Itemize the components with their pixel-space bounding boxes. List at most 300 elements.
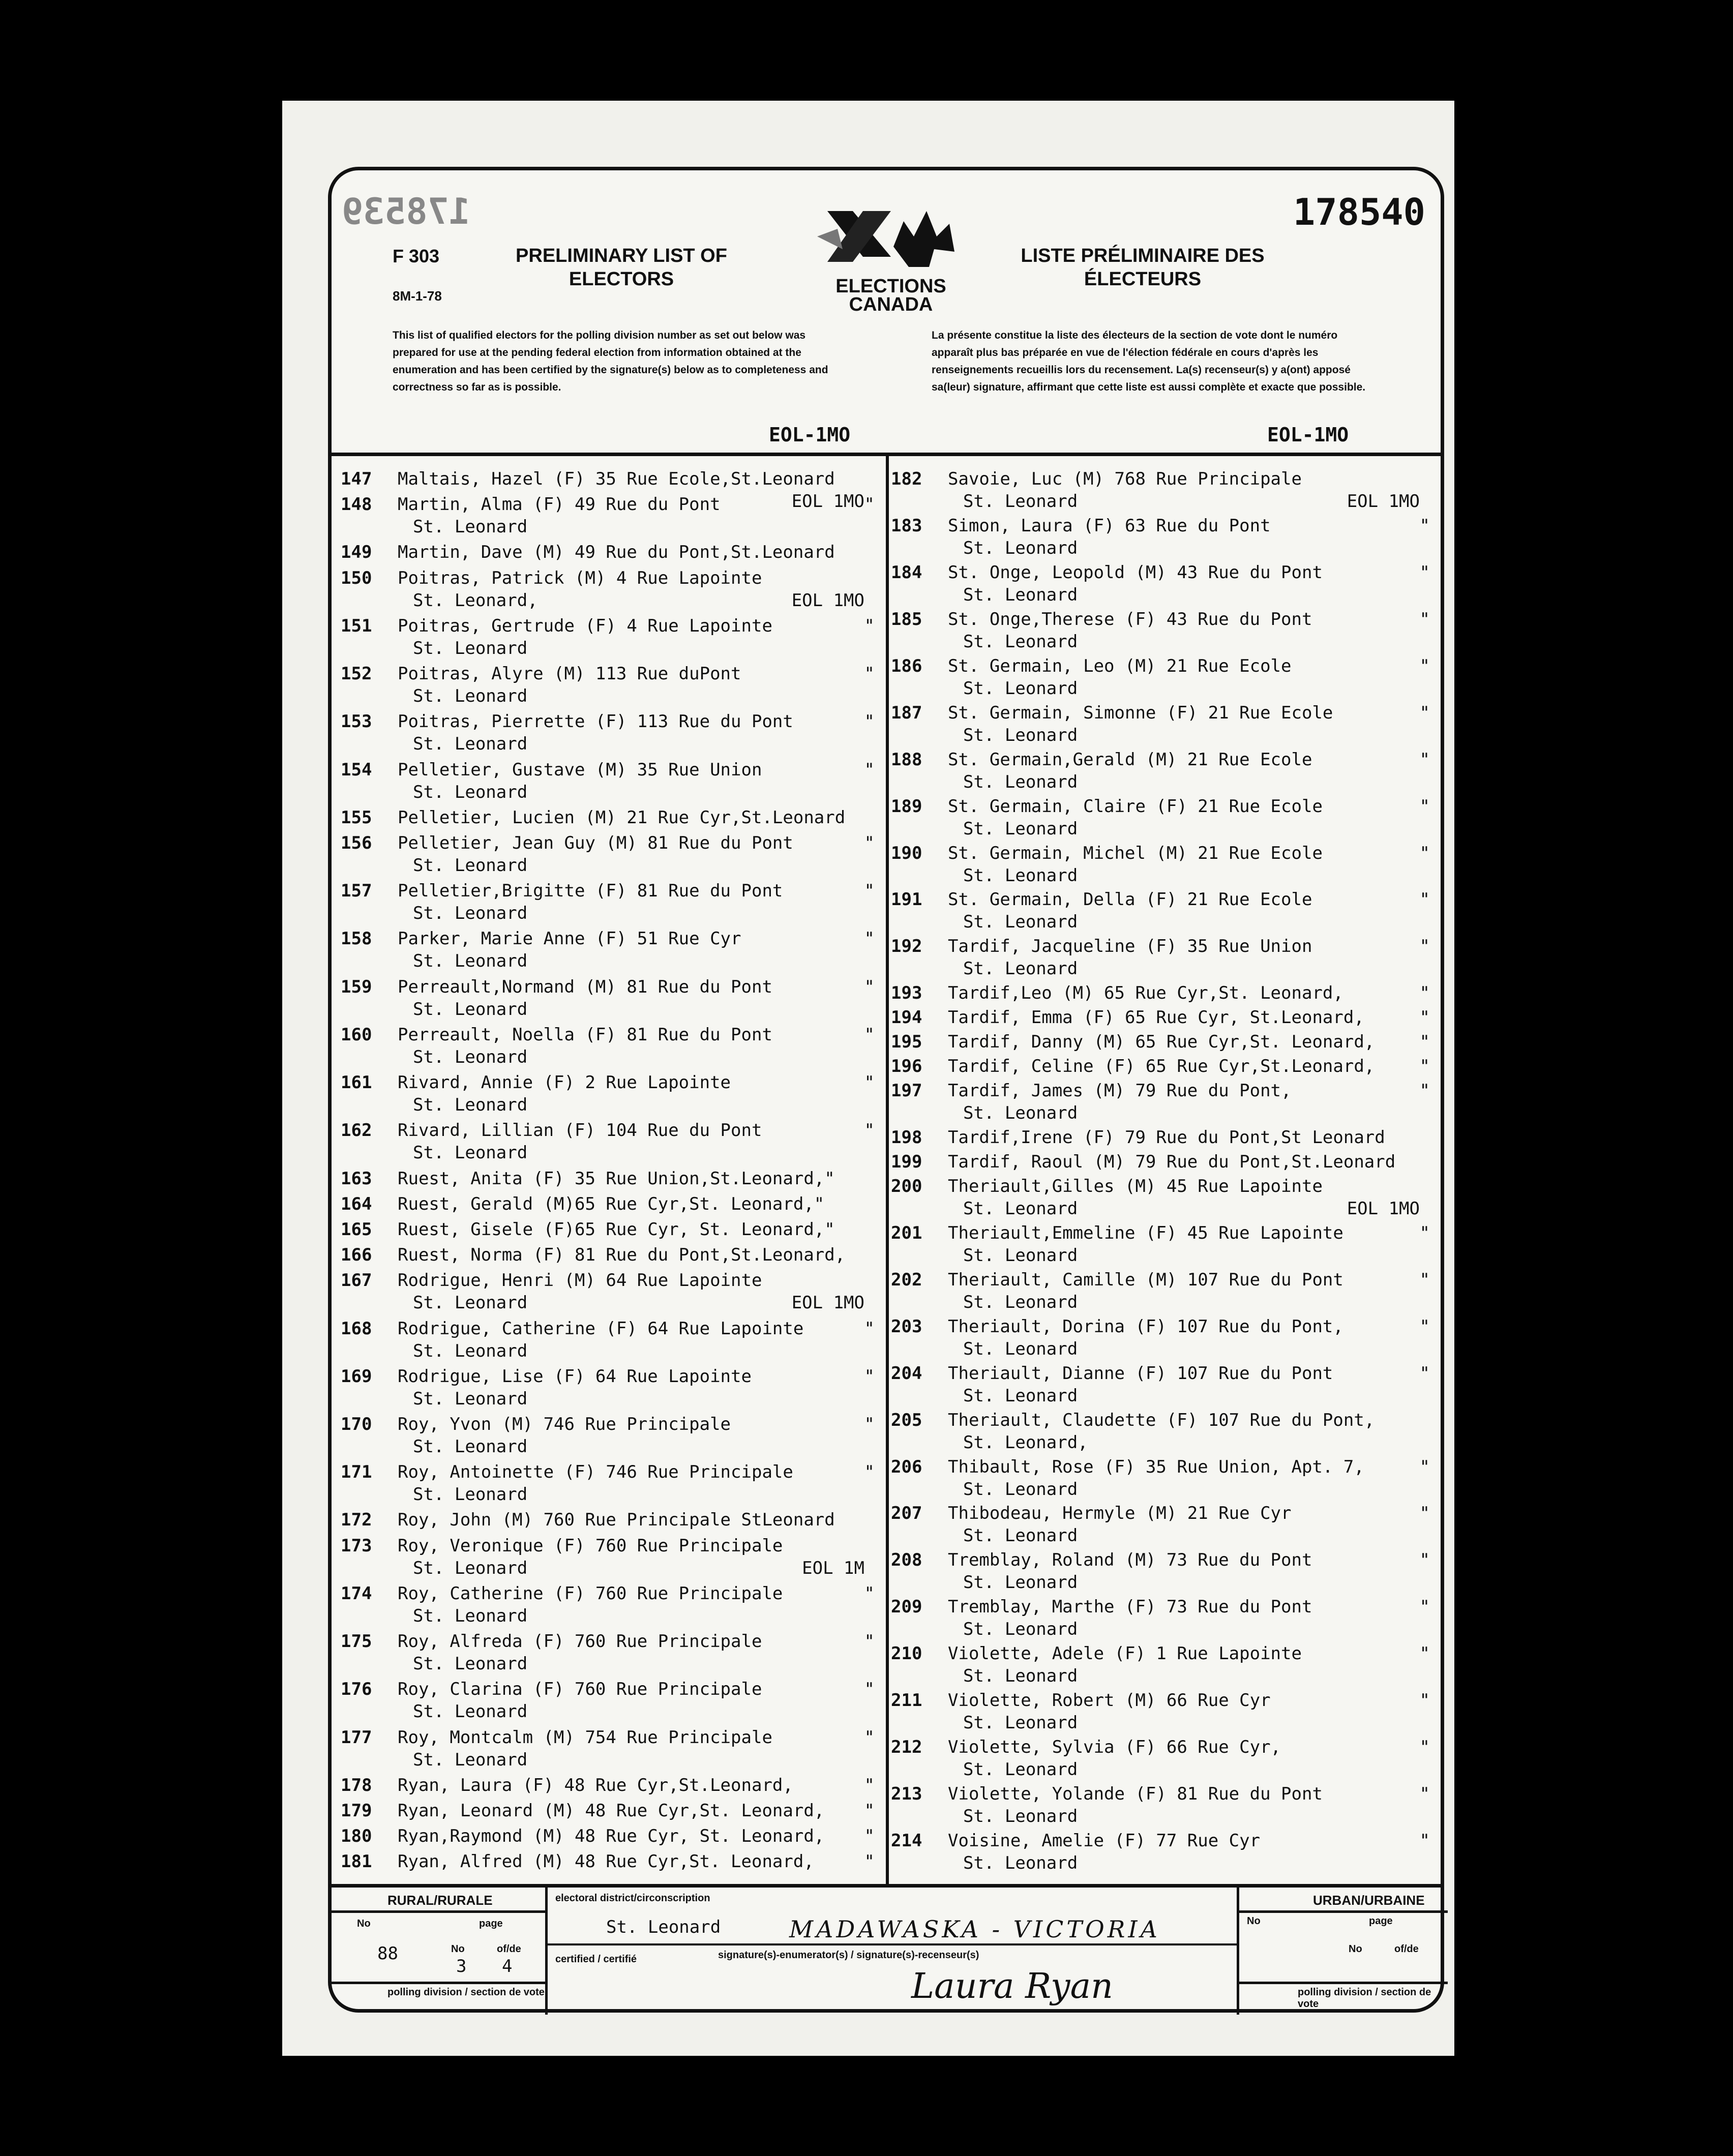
elector-line: Theriault,Emmeline (F) 45 Rue Lapointe bbox=[948, 1222, 1343, 1243]
elector-entry bbox=[341, 1193, 885, 1215]
ditto-mark: " bbox=[1419, 515, 1430, 536]
elector-number: 170 bbox=[341, 1414, 372, 1435]
serial-number: 178540 bbox=[1293, 191, 1425, 233]
ditto-mark: " bbox=[864, 976, 875, 997]
elector-line: Pelletier, Lucien (M) 21 Rue Cyr,St.Leonard bbox=[398, 807, 846, 828]
elector-address-line: St. Leonard bbox=[413, 1484, 528, 1505]
elector-entry bbox=[341, 880, 885, 924]
elector-address-line: St. Leonard bbox=[413, 686, 528, 707]
ditto-mark: " bbox=[1419, 1643, 1430, 1664]
elector-number: 154 bbox=[341, 759, 372, 780]
page-no-label: No bbox=[451, 1943, 465, 1955]
faint-serial-number: 178539 bbox=[342, 191, 470, 232]
ditto-mark: " bbox=[864, 1679, 875, 1700]
elector-address-line: St. Leonard bbox=[413, 1436, 528, 1457]
elector-number: 190 bbox=[891, 843, 922, 863]
elector-address-line: St. Leonard bbox=[963, 865, 1078, 886]
elector-address-line: St. Leonard bbox=[413, 1701, 528, 1722]
elector-number: 162 bbox=[341, 1120, 372, 1141]
elector-entry bbox=[341, 759, 885, 803]
elector-address-line: St. Leonard bbox=[413, 999, 528, 1020]
title-english: PRELIMINARY LIST OF ELECTORS bbox=[516, 245, 727, 290]
elector-address-line: St. Leonard bbox=[963, 1198, 1078, 1219]
elector-address-line: St. Leonard bbox=[413, 951, 528, 972]
elector-address-line: St. Leonard bbox=[963, 1103, 1078, 1124]
elector-line: St. Germain, Claire (F) 21 Rue Ecole bbox=[948, 796, 1323, 817]
elections-canada-logo bbox=[807, 201, 975, 323]
elector-number: 210 bbox=[891, 1643, 922, 1664]
elector-entry bbox=[341, 1218, 885, 1241]
elector-number: 187 bbox=[891, 702, 922, 723]
elector-line: Theriault, Dianne (F) 107 Rue du Pont bbox=[948, 1363, 1333, 1384]
elector-entry bbox=[341, 541, 885, 563]
elector-line: Perreault,Normand (M) 81 Rue du Pont bbox=[398, 976, 772, 997]
elector-number: 206 bbox=[891, 1456, 922, 1477]
elector-line: Poitras, Patrick (M) 4 Rue Lapointe bbox=[398, 567, 762, 588]
elector-number: 196 bbox=[891, 1056, 922, 1077]
elector-entry bbox=[341, 927, 885, 972]
elector-address-line: St. Leonard bbox=[963, 771, 1078, 792]
elector-entry bbox=[891, 1006, 1440, 1029]
elector-entry bbox=[891, 1362, 1440, 1407]
urban-page-label: page bbox=[1369, 1915, 1393, 1927]
elector-entry bbox=[891, 1783, 1440, 1828]
elector-line: St. Germain, Leo (M) 21 Rue Ecole bbox=[948, 655, 1292, 676]
elector-number: 148 bbox=[341, 494, 372, 515]
elector-number: 151 bbox=[341, 615, 372, 636]
footer-divider bbox=[1237, 1888, 1239, 2015]
elector-line: Rodrigue, Lise (F) 64 Rue Lapointe bbox=[398, 1366, 752, 1387]
elector-entry bbox=[341, 1167, 885, 1190]
elector-address-line: St. Leonard bbox=[413, 1293, 528, 1313]
elector-entry bbox=[891, 1126, 1440, 1149]
elector-address-line: St. Leonard bbox=[963, 678, 1078, 699]
elector-address-line: St. Leonard bbox=[963, 584, 1078, 605]
elector-entry bbox=[891, 1736, 1440, 1781]
logo-text: ELECTIONS CANADA bbox=[835, 276, 946, 315]
elector-address-line: St. Leonard bbox=[963, 1572, 1078, 1593]
ditto-mark: " bbox=[864, 881, 875, 902]
elector-line: Ryan, Leonard (M) 48 Rue Cyr,St. Leonard, bbox=[398, 1801, 825, 1821]
elector-entry bbox=[341, 1509, 885, 1531]
elector-entry bbox=[891, 1549, 1440, 1594]
elector-address-line: St. Leonard bbox=[963, 912, 1078, 933]
elector-number: 205 bbox=[891, 1410, 922, 1430]
urban-label: URBAN/URBAINE bbox=[1313, 1893, 1425, 1908]
ditto-mark: " bbox=[864, 1120, 875, 1141]
elector-entry bbox=[341, 1317, 885, 1362]
elector-line: Roy, Alfreda (F) 760 Rue Principale bbox=[398, 1631, 762, 1652]
ditto-mark: " bbox=[864, 711, 875, 732]
elector-line: Tardif, Jacqueline (F) 35 Rue Union bbox=[948, 936, 1312, 957]
elector-line: Roy, Veronique (F) 760 Rue Principale bbox=[398, 1535, 783, 1556]
elector-entry bbox=[891, 1642, 1440, 1687]
elector-number: 211 bbox=[891, 1690, 922, 1711]
elector-line: Violette, Adele (F) 1 Rue Lapointe bbox=[948, 1643, 1302, 1664]
ditto-mark: " bbox=[1419, 1550, 1430, 1571]
elector-number: 184 bbox=[891, 562, 922, 583]
elector-number: 169 bbox=[341, 1366, 372, 1387]
elector-address-line: St. Leonard bbox=[413, 517, 528, 537]
elector-number: 204 bbox=[891, 1363, 922, 1384]
elector-number: 153 bbox=[341, 711, 372, 732]
footer-rule bbox=[332, 1910, 545, 1913]
elector-line: Tardif, Danny (M) 65 Rue Cyr,St. Leonard, bbox=[948, 1032, 1375, 1053]
elector-number: 152 bbox=[341, 664, 372, 684]
elector-number: 165 bbox=[341, 1219, 372, 1240]
elector-entry bbox=[341, 615, 885, 660]
elector-number: 177 bbox=[341, 1727, 372, 1748]
elector-line: St. Onge,Therese (F) 43 Rue du Pont bbox=[948, 609, 1312, 630]
ditto-mark: " bbox=[1419, 1056, 1430, 1077]
ditto-mark: " bbox=[1419, 1032, 1430, 1053]
elector-address-line: St. Leonard bbox=[963, 1666, 1078, 1687]
elector-line: Ryan, Laura (F) 48 Rue Cyr,St.Leonard, bbox=[398, 1775, 793, 1795]
elector-line: Martin, Alma (F) 49 Rue du Pont bbox=[398, 494, 721, 515]
ditto-mark: " bbox=[864, 664, 875, 684]
ditto-mark: " bbox=[864, 1366, 875, 1387]
elector-entry bbox=[891, 468, 1440, 513]
elector-number: 172 bbox=[341, 1510, 372, 1531]
elector-number: 168 bbox=[341, 1318, 372, 1339]
signature-label: signature(s)-enumerator(s) / signature(s)-recenseur(s) bbox=[718, 1950, 979, 1961]
elector-postal-code: EOL 1MO bbox=[1347, 1198, 1420, 1219]
ditto-mark: " bbox=[1419, 1007, 1430, 1028]
polling-label: polling division / section de vote bbox=[387, 1987, 545, 1998]
elector-line: St. Onge, Leopold (M) 43 Rue du Pont bbox=[948, 562, 1323, 583]
elector-address-line: St. Leonard bbox=[963, 1759, 1078, 1780]
elector-entry bbox=[891, 1031, 1440, 1053]
ditto-mark: " bbox=[864, 759, 875, 780]
urban-no-label: No bbox=[1247, 1915, 1261, 1927]
ditto-mark: " bbox=[864, 929, 875, 949]
footer-rule bbox=[1237, 1910, 1448, 1913]
elector-line: Roy, Catherine (F) 760 Rue Principale bbox=[398, 1583, 783, 1604]
elector-line: Ryan,Raymond (M) 48 Rue Cyr, St. Leonard, bbox=[398, 1826, 825, 1847]
elector-entry bbox=[341, 1365, 885, 1410]
rural-page-label: page bbox=[479, 1918, 503, 1929]
elector-entry bbox=[341, 976, 885, 1021]
elector-address-line: St. Leonard bbox=[963, 1853, 1078, 1873]
elector-postal-code: EOL 1MO bbox=[791, 590, 864, 611]
elector-address-line: St. Leonard bbox=[963, 1525, 1078, 1546]
elector-entry bbox=[341, 1119, 885, 1164]
elector-entry bbox=[341, 1535, 885, 1579]
elector-line: Maltais, Hazel (F) 35 Rue Ecole,St.Leonard bbox=[398, 469, 835, 489]
elector-line: St. Germain, Michel (M) 21 Rue Ecole bbox=[948, 843, 1323, 863]
postal-code-right: EOL-1MO bbox=[1267, 424, 1349, 446]
elector-line: Tardif, James (M) 79 Rue du Pont, bbox=[948, 1081, 1292, 1101]
ditto-mark: " bbox=[1419, 796, 1430, 817]
elector-line: Rivard, Lillian (F) 104 Rue du Pont bbox=[398, 1120, 762, 1141]
maple-x-icon bbox=[807, 201, 975, 282]
elector-postal-code: EOL 1MO bbox=[1347, 491, 1420, 512]
elector-number: 159 bbox=[341, 976, 372, 997]
ditto-mark: " bbox=[1419, 1081, 1430, 1101]
elector-number: 161 bbox=[341, 1072, 372, 1093]
form-date: 8M-1-78 bbox=[393, 288, 442, 304]
elector-number: 201 bbox=[891, 1222, 922, 1243]
elector-line: Poitras, Alyre (M) 113 Rue duPont bbox=[398, 664, 741, 684]
electors-list-right bbox=[891, 468, 1440, 1876]
elector-postal-code: EOL 1MO bbox=[791, 1293, 864, 1313]
elector-address-line: St. Leonard bbox=[963, 1245, 1078, 1266]
elector-line: Savoie, Luc (M) 768 Rue Principale bbox=[948, 469, 1302, 489]
postal-code-left: EOL-1MO bbox=[769, 424, 851, 446]
page-of-label: of/de bbox=[497, 1943, 521, 1955]
elector-line: Roy, Antoinette (F) 746 Rue Principale bbox=[398, 1462, 793, 1483]
elector-address-line: St. Leonard bbox=[963, 537, 1078, 558]
elector-number: 178 bbox=[341, 1775, 372, 1795]
elector-address-line: St. Leonard bbox=[413, 1340, 528, 1361]
urban-page-no-label: No bbox=[1349, 1943, 1362, 1955]
elector-entry bbox=[341, 567, 885, 612]
elector-address-line: St. Leonard bbox=[413, 1605, 528, 1626]
ditto-mark: " bbox=[864, 1851, 875, 1872]
elector-number: 181 bbox=[341, 1851, 372, 1872]
elector-line: Tardif,Irene (F) 79 Rue du Pont,St Leonard bbox=[948, 1127, 1385, 1148]
elector-line: Poitras, Gertrude (F) 4 Rue Lapointe bbox=[398, 615, 772, 636]
elector-number: 155 bbox=[341, 807, 372, 828]
elector-number: 199 bbox=[891, 1151, 922, 1172]
elector-address-line: St. Leonard bbox=[963, 1619, 1078, 1640]
elector-entry bbox=[891, 982, 1440, 1004]
elector-address-line: St. Leonard bbox=[963, 959, 1078, 979]
elector-entry bbox=[891, 1269, 1440, 1313]
ditto-mark: " bbox=[864, 1414, 875, 1435]
ditto-mark: " bbox=[1419, 936, 1430, 957]
elector-entry bbox=[341, 1582, 885, 1627]
elector-number: 207 bbox=[891, 1503, 922, 1524]
elector-number: 185 bbox=[891, 609, 922, 630]
column-divider bbox=[886, 455, 889, 1884]
elector-line: Pelletier, Jean Guy (M) 81 Rue du Pont bbox=[398, 832, 793, 853]
elector-entry bbox=[341, 493, 885, 538]
elector-number: 166 bbox=[341, 1245, 372, 1266]
elector-address-line: St. Leonard bbox=[413, 782, 528, 802]
elector-line: Thibodeau, Hermyle (M) 21 Rue Cyr bbox=[948, 1503, 1292, 1524]
elector-number: 197 bbox=[891, 1081, 922, 1101]
electors-list-left bbox=[341, 468, 885, 1876]
ditto-mark: " bbox=[864, 1631, 875, 1652]
elector-entry bbox=[891, 515, 1440, 559]
ditto-mark: " bbox=[1419, 983, 1430, 1004]
elector-number: 150 bbox=[341, 567, 372, 588]
footer-rule bbox=[332, 1982, 545, 1984]
elector-line: Violette, Robert (M) 66 Rue Cyr bbox=[948, 1690, 1271, 1711]
elector-line: Theriault, Claudette (F) 107 Rue du Pont, bbox=[948, 1410, 1375, 1430]
elector-line: Violette, Sylvia (F) 66 Rue Cyr, bbox=[948, 1737, 1281, 1758]
ditto-mark: " bbox=[1419, 702, 1430, 723]
elector-address-line: St. Leonard bbox=[963, 1292, 1078, 1312]
elector-line: Perreault, Noella (F) 81 Rue du Pont bbox=[398, 1024, 772, 1045]
urban-polling-label: polling division / section de vote bbox=[1298, 1987, 1431, 2010]
elector-entry bbox=[891, 655, 1440, 700]
elector-number: 182 bbox=[891, 469, 922, 489]
ditto-mark: " bbox=[864, 832, 875, 853]
elector-line: Poitras, Pierrette (F) 113 Rue du Pont bbox=[398, 711, 793, 732]
electors-form bbox=[328, 167, 1444, 2013]
elector-number: 209 bbox=[891, 1597, 922, 1618]
elector-line: Tardif,Leo (M) 65 Rue Cyr,St. Leonard, bbox=[948, 983, 1343, 1004]
elector-entry bbox=[891, 1689, 1440, 1734]
elector-entry bbox=[341, 806, 885, 829]
elector-address-line: St. Leonard bbox=[413, 1388, 528, 1409]
ditto-mark: " bbox=[864, 1727, 875, 1748]
elector-address-line: St. Leonard bbox=[413, 734, 528, 755]
elector-address-line: St. Leonard bbox=[413, 1046, 528, 1067]
document-page bbox=[282, 101, 1454, 2056]
elector-number: 192 bbox=[891, 936, 922, 957]
elector-address-line: St. Leonard bbox=[963, 1385, 1078, 1406]
elector-entry bbox=[891, 702, 1440, 746]
elector-number: 167 bbox=[341, 1270, 372, 1291]
elector-number: 186 bbox=[891, 655, 922, 676]
elector-entry bbox=[341, 1678, 885, 1723]
elector-line: St. Germain, Simonne (F) 21 Rue Ecole bbox=[948, 702, 1333, 723]
elector-line: Violette, Yolande (F) 81 Rue du Pont bbox=[948, 1784, 1323, 1805]
ditto-mark: " bbox=[864, 1462, 875, 1483]
elector-number: 171 bbox=[341, 1462, 372, 1483]
elector-line: St. Germain,Gerald (M) 21 Rue Ecole bbox=[948, 749, 1312, 770]
elector-entry bbox=[891, 608, 1440, 653]
elector-entry bbox=[341, 663, 885, 707]
elector-entry bbox=[341, 1774, 885, 1796]
elector-line: Roy, John (M) 760 Rue Principale StLeonard bbox=[398, 1510, 835, 1531]
ditto-mark: " bbox=[864, 1775, 875, 1795]
elector-entry bbox=[891, 1151, 1440, 1173]
elector-number: 183 bbox=[891, 515, 922, 536]
elector-line: Voisine, Amelie (F) 77 Rue Cyr bbox=[948, 1831, 1261, 1851]
elector-entry bbox=[341, 1269, 885, 1314]
elector-line: Simon, Laura (F) 63 Rue du Pont bbox=[948, 515, 1271, 536]
ditto-mark: " bbox=[1419, 1316, 1430, 1337]
enumerator-signature: Laura Ryan bbox=[911, 1966, 1113, 2007]
elector-entry bbox=[341, 1825, 885, 1847]
elector-address-line: St. Leonard bbox=[413, 903, 528, 924]
elector-line: Theriault, Camille (M) 107 Rue du Pont bbox=[948, 1269, 1343, 1290]
elector-address-line: St. Leonard bbox=[963, 1338, 1078, 1359]
elector-number: 176 bbox=[341, 1679, 372, 1700]
page-of-value: 4 bbox=[502, 1956, 513, 1977]
form-header bbox=[332, 170, 1441, 460]
elector-number: 193 bbox=[891, 983, 922, 1004]
elector-number: 179 bbox=[341, 1801, 372, 1821]
form-footer bbox=[332, 1884, 1441, 2014]
elector-line: Ruest, Norma (F) 81 Rue du Pont,St.Leonard, bbox=[398, 1245, 846, 1266]
elector-number: 213 bbox=[891, 1784, 922, 1805]
footer-divider bbox=[545, 1888, 548, 2015]
intro-french: La présente constitue la liste des électeurs de la section de vote dont le numéro apparaît plus bas préparée en vue de l'élection fédérale en cours d'après les renseignements recueillis lors du recensement. La(s) recenseur(s) y a(ont) apposé sa(leur) signature, affirmant que cette liste est aussi complète et exacte que possible. bbox=[932, 330, 1366, 393]
elector-line: Rodrigue, Henri (M) 64 Rue Lapointe bbox=[398, 1270, 762, 1291]
elector-address-line: St. Leonard bbox=[963, 1806, 1078, 1827]
elector-address-line: St. Leonard bbox=[413, 1095, 528, 1116]
elector-entry bbox=[891, 842, 1440, 887]
elector-number: 158 bbox=[341, 929, 372, 949]
elector-number: 200 bbox=[891, 1176, 922, 1196]
elector-number: 198 bbox=[891, 1127, 922, 1148]
elector-line: Ruest, Anita (F) 35 Rue Union,St.Leonard," bbox=[398, 1168, 835, 1189]
elector-line: Rodrigue, Catherine (F) 64 Rue Lapointe bbox=[398, 1318, 804, 1339]
rural-no-label: No bbox=[357, 1918, 371, 1929]
elector-address-line: St. Leonard bbox=[413, 1654, 528, 1674]
elector-entry bbox=[891, 748, 1440, 793]
elector-address-line: St. Leonard bbox=[963, 1479, 1078, 1500]
elector-number: 163 bbox=[341, 1168, 372, 1189]
elector-number: 180 bbox=[341, 1826, 372, 1847]
elector-line: Roy, Montcalm (M) 754 Rue Principale bbox=[398, 1727, 772, 1748]
elector-entry bbox=[891, 1080, 1440, 1124]
elector-entry bbox=[891, 1596, 1440, 1640]
elector-number: 173 bbox=[341, 1535, 372, 1556]
elector-address-line: St. Leonard bbox=[413, 1558, 528, 1578]
intro-english: This list of qualified electors for the polling division number as set out below was prepared for use at the pending federal election from information obtained at the enumeration and has been certified by the signature(s) below as to completeness and correctness so far as is possible. bbox=[393, 330, 828, 393]
elector-number: 175 bbox=[341, 1631, 372, 1652]
elector-number: 195 bbox=[891, 1032, 922, 1053]
title-french: LISTE PRÉLIMINAIRE DES ÉLECTEURS bbox=[1021, 245, 1265, 290]
elector-entry bbox=[891, 1409, 1440, 1454]
elector-line: Pelletier,Brigitte (F) 81 Rue du Pont bbox=[398, 881, 783, 902]
elector-address-line: St. Leonard, bbox=[963, 1432, 1088, 1453]
elector-entry bbox=[891, 1055, 1440, 1077]
elector-line: Theriault,Gilles (M) 45 Rue Lapointe bbox=[948, 1176, 1323, 1196]
elector-address-line: St. Leonard bbox=[963, 1713, 1078, 1733]
elector-number: 189 bbox=[891, 796, 922, 817]
ditto-mark: " bbox=[1419, 749, 1430, 770]
ditto-mark: " bbox=[1419, 1597, 1430, 1618]
elector-address-line: St. Leonard bbox=[413, 1749, 528, 1770]
elector-entry bbox=[891, 888, 1440, 933]
elector-number: 157 bbox=[341, 881, 372, 902]
rural-no-value: 88 bbox=[377, 1943, 398, 1964]
footer-rule bbox=[1237, 1982, 1448, 1984]
ditto-mark: " bbox=[1419, 609, 1430, 630]
elector-address-line: St. Leonard bbox=[413, 1143, 528, 1163]
elector-entry bbox=[341, 832, 885, 877]
ditto-mark: " bbox=[864, 1826, 875, 1847]
urban-page-of-label: of/de bbox=[1394, 1943, 1419, 1955]
elector-entry bbox=[341, 1800, 885, 1822]
ditto-mark: " bbox=[1419, 1363, 1430, 1384]
elector-line: Tremblay, Marthe (F) 73 Rue du Pont bbox=[948, 1597, 1312, 1618]
elector-address-line: St. Leonard, bbox=[413, 590, 538, 611]
elector-line: Rivard, Annie (F) 2 Rue Lapointe bbox=[398, 1072, 731, 1093]
elector-entry bbox=[891, 1456, 1440, 1501]
elector-postal-code: EOL 1MO bbox=[791, 491, 864, 512]
elector-number: 208 bbox=[891, 1550, 922, 1571]
elector-address-line: St. Leonard bbox=[413, 855, 528, 876]
ditto-mark: " bbox=[1419, 1269, 1430, 1290]
certified-label: certified / certifié bbox=[555, 1954, 637, 1965]
elector-number: 191 bbox=[891, 889, 922, 910]
elector-entry bbox=[891, 1830, 1440, 1874]
elector-entry bbox=[891, 561, 1440, 606]
elector-number: 194 bbox=[891, 1007, 922, 1028]
ditto-mark: " bbox=[864, 1801, 875, 1821]
ditto-mark: " bbox=[1419, 1503, 1430, 1524]
elector-entry bbox=[341, 1413, 885, 1458]
elector-number: 174 bbox=[341, 1583, 372, 1604]
elector-entry bbox=[341, 1071, 885, 1116]
district-handwriting: MADAWASKA - VICTORIA bbox=[789, 1915, 1160, 1943]
elector-number: 202 bbox=[891, 1269, 922, 1290]
ditto-mark: " bbox=[1419, 1831, 1430, 1851]
elector-number: 188 bbox=[891, 749, 922, 770]
ditto-mark: " bbox=[1419, 843, 1430, 863]
ditto-mark: " bbox=[1419, 655, 1430, 676]
elector-entry bbox=[341, 1850, 885, 1873]
ditto-mark: " bbox=[1419, 1456, 1430, 1477]
